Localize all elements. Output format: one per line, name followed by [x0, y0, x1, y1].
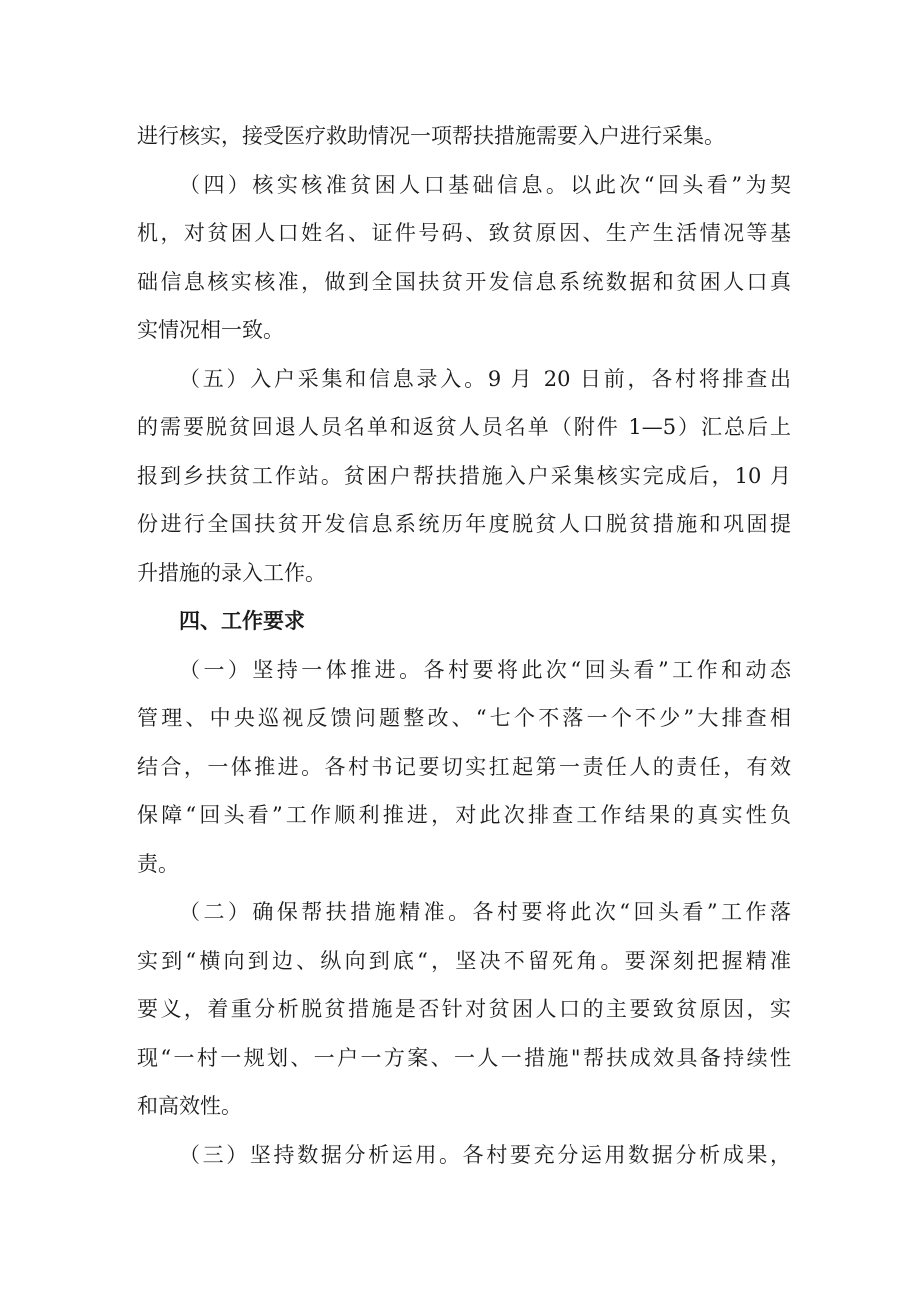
text-line: （三）坚持数据分析运用。各村要充分运用数据分析成果， [179, 1142, 791, 1167]
text-line: 实到“横向到边、纵向到底“，坚决不留死角。要深刻把握精准 [137, 948, 791, 973]
text-line: 结合，一体推进。各村书记要切实扛起第一责任人的责任，有效 [137, 754, 791, 779]
text-line: 份进行全国扶贫开发信息系统历年度脱贫人口脱贫措施和巩固提 [137, 512, 791, 536]
section-heading: 四、工作要求 [179, 609, 305, 633]
text-line: 实情况相一致。 [137, 318, 284, 342]
text-line: 进行核实，接受医疗救助情况一项帮扶措施需要入户进行采集。 [137, 124, 725, 148]
text-line: 升措施的录入工作。 [137, 560, 326, 585]
text-line: 要义，着重分析脱贫措施是否针对贫困人口的主要致贫原因，实 [137, 997, 791, 1021]
text-line: 保障“回头看”工作顺利推进，对此次排查工作结果的真实性负 [137, 803, 791, 827]
text-line: 责。 [137, 851, 179, 876]
text-line: 和高效性。 [137, 1094, 242, 1118]
text-line: 机，对贫困人口姓名、证件号码、致贫原因、生产生活情况等基 [137, 221, 791, 245]
text-line: （二）确保帮扶措施精准。各村要将此次“回头看”工作落 [179, 900, 791, 924]
text-line: 报到乡扶贫工作站。贫困户帮扶措施入户采集核实完成后，10 月 [137, 463, 791, 488]
text-line: 础信息核实核准，做到全国扶贫开发信息系统数据和贫困人口真 [137, 269, 791, 294]
text-line: 的需要脱贫回退人员名单和返贫人员名单（附件 1—5）汇总后上 [137, 415, 791, 439]
text-line: （四）核实核准贫困人口基础信息。以此次“回头看”为契 [179, 172, 791, 197]
text-line: （一）坚持一体推进。各村要将此次“回头看”工作和动态 [179, 657, 791, 682]
text-line: （五）入户采集和信息录入。9 月 20 日前，各村将排查出 [179, 366, 791, 391]
text-line: 管理、中央巡视反馈问题整改、“七个不落一个不少”大排查相 [137, 706, 791, 730]
document-body [137, 112, 791, 1179]
text-line: 现“一村一规划、一户一方案、一人一措施"帮扶成效具备持续性 [137, 1045, 791, 1070]
